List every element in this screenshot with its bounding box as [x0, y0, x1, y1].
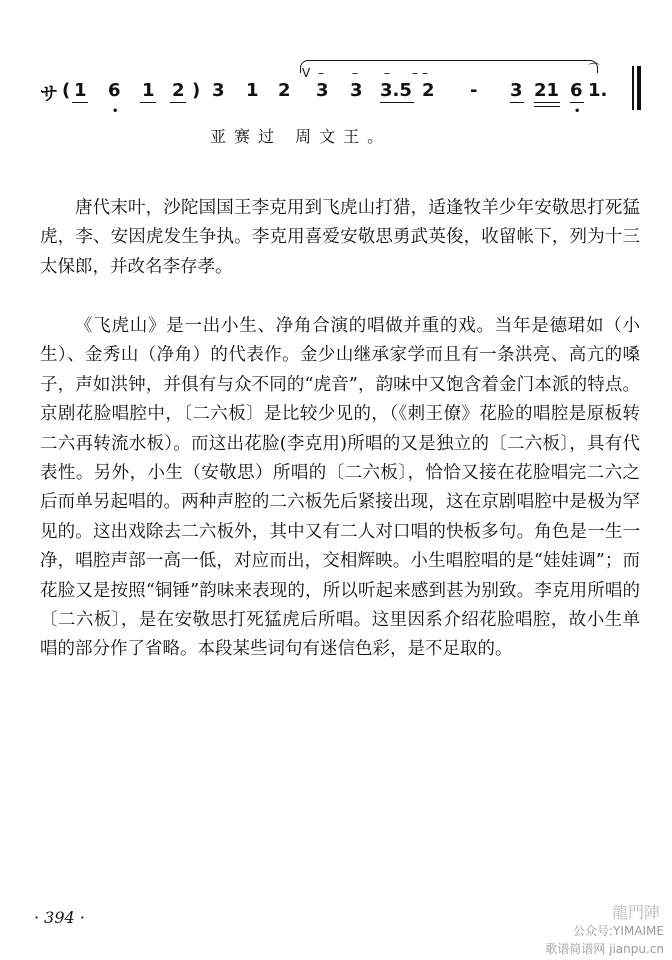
tenuto-mark: –: [384, 66, 390, 80]
note: 21: [534, 80, 560, 101]
final-barline-thick: [637, 66, 641, 110]
underline: [510, 102, 524, 103]
underline: [534, 106, 560, 107]
note: 2: [278, 80, 291, 101]
lyrics-line: 亚赛过 周文王。: [210, 127, 392, 146]
low-octave-dot: •: [574, 106, 581, 117]
commentary-paragraph: 《飞虎山》是一出小生、净角合演的唱做并重的戏。当年是德珺如（小生）、金秀山（净角）的代表作。金少山继承家学而且有一条洪亮、高亢的嗓子，声如洪钟，并俱有与众不同的“虎音”，韵味中又饱含着金门本派的特点。京剧花脸唱腔中，〔二六板〕是比较少见的，（《刺王僚》花脸的唱腔是原板转二六再转流水板）。而这出花脸(李克用)所唱的又是独立的〔二六板〕，具有代表性。另外，小生（安敬思）所唱的〔二六板〕，恰恰又接在花脸唱完二六之后而单另起唱的。两种声腔的二六板先后紧接出现，这在京剧唱腔中是极为罕见的。这出戏除去二六板外，其中又有二人对口唱的快板多句。角色是一生一净，唱腔声部一高一低，对应而出，交相辉映。小生唱腔唱的是“娃娃调”；而花脸又是按照“铜锤”韵味来表现的，所以听起来感到甚为别致。李克用所唱的〔二六板〕，是在安敬思打死猛虎后所唱。这里因系介绍花脸唱腔，故小生单唱的部分作了省略。本段某些词句有迷信色彩，是不足取的。: [40, 316, 640, 660]
note: 3: [212, 80, 225, 101]
note: 1: [74, 80, 87, 101]
close-paren: ): [192, 80, 201, 101]
accent-mark: V: [302, 66, 311, 80]
note: 1: [142, 80, 155, 101]
note: 1.: [588, 80, 608, 101]
watermark-text: 歌谱简谱网 jianpu.cn: [545, 942, 664, 956]
jianpu-score-line: [40, 62, 640, 130]
final-barline-thin: [632, 66, 634, 110]
note: 2: [422, 80, 435, 101]
tenuto-mark: – –: [412, 66, 428, 80]
watermark-logo: 龍門陣: [611, 903, 660, 922]
note: 3: [510, 80, 523, 101]
underline: [570, 102, 584, 103]
note: 6: [570, 80, 583, 101]
underline: [534, 102, 560, 103]
page-number: · 394 ·: [34, 908, 85, 927]
note: 2: [172, 80, 185, 101]
fermata-mark: ⌒: [588, 62, 601, 76]
underline: [170, 102, 186, 103]
note: 3: [316, 80, 329, 101]
tenuto-mark: –: [352, 66, 358, 80]
slur-arc: [300, 60, 598, 73]
underline: [72, 102, 88, 103]
note-dash: -: [470, 80, 478, 101]
underline: [380, 102, 414, 103]
note: 3: [350, 80, 363, 101]
tenuto-mark: –: [318, 66, 324, 80]
note: 1: [246, 80, 259, 101]
watermark-text: 公众号:YIMAIME: [573, 924, 664, 938]
low-octave-dot: •: [112, 106, 119, 117]
note: 3.5: [380, 80, 412, 101]
open-paren: (: [62, 80, 71, 101]
score-prefix: サ: [40, 84, 58, 105]
underline: [140, 102, 156, 103]
intro-paragraph: 唐代末叶，沙陀国国王李克用到飞虎山打猎，适逢牧羊少年安敬思打死猛虎，李、安因虎发生争执。李克用喜爱安敬思勇武英俊，收留帐下，列为十三太保郎，并改名李存孝。: [40, 198, 640, 277]
note: 6: [108, 80, 121, 101]
